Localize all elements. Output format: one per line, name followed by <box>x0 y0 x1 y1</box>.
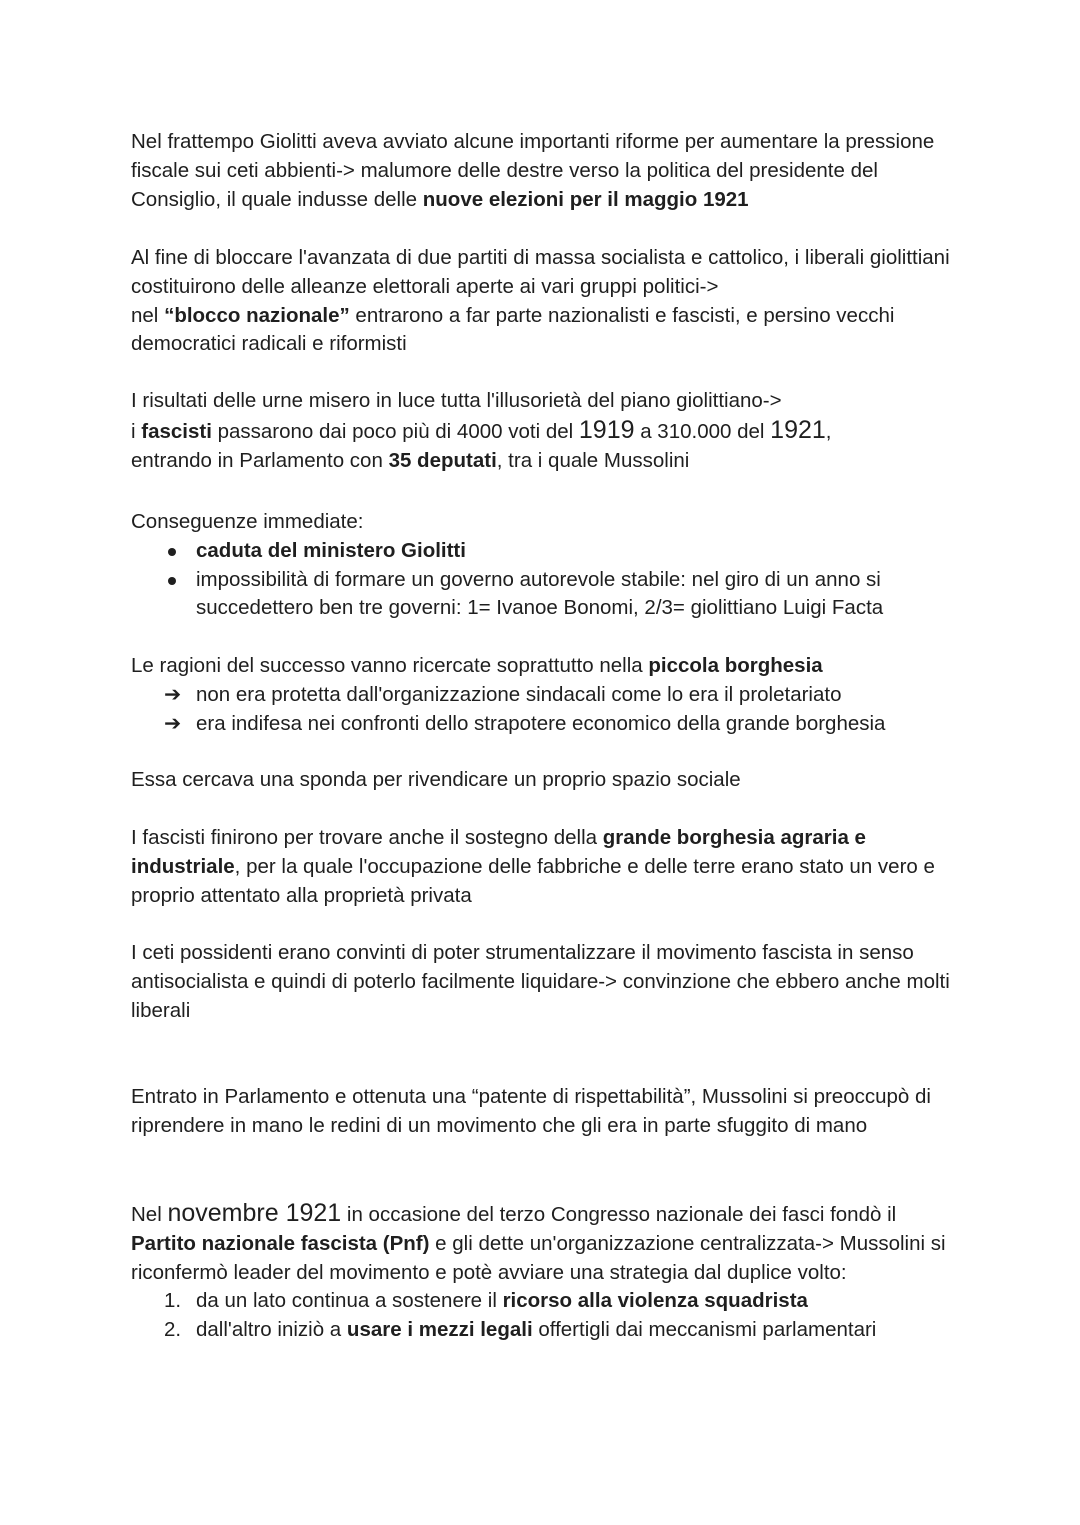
date-text: novembre 1921 <box>167 1199 342 1227</box>
list-item <box>131 1316 961 1345</box>
bold-text: nuove elezioni per il maggio 1921 <box>422 187 749 211</box>
bullet-list <box>131 537 961 623</box>
text: entrarono a far parte nazionalisti e fascisti, e persino vecchi democratici radicali e riformisti <box>131 303 895 356</box>
text: dall'altro iniziò a <box>196 1318 347 1342</box>
section-conseguenze <box>131 508 961 623</box>
text: i <box>131 419 142 443</box>
bullet-icon <box>168 548 176 556</box>
text: I fascisti finirono per trovare anche il sostegno della <box>131 826 603 849</box>
text: , <box>825 419 832 443</box>
arrow-icon: ➔ <box>164 682 182 706</box>
paragraph-mussolini-parlamento: Entrato in Parlamento e ottenuta una “patente di rispettabilità”, Mussolini si preoccupò di riprendere in mano le redini di un movimento che gli era in parte sfuggito di mano <box>131 1085 931 1137</box>
text: Al fine di bloccare l'avanzata di due partiti di massa socialista e cattolico, i liberali giolittiani costituirono delle alleanze elettorali aperte ai vari gruppi politici-> <box>131 246 950 298</box>
list-number: 2. <box>164 1318 182 1342</box>
bold-text: fascisti <box>141 419 212 443</box>
text: Nel <box>131 1203 168 1226</box>
bold-text: Partito nazionale fascista (Pnf) <box>131 1231 430 1255</box>
text: e gli dette un'organizzazione centralizzata-> Mussolini si riconfermò leader del movimento e potè avviare una strategia dal duplice volto: <box>131 1231 946 1284</box>
text: I risultati delle urne misero in luce tutta l'illusorietà del piano giolittiano-> <box>131 389 782 412</box>
text: in occasione del terzo Congresso nazionale dei fasci fondò il <box>341 1203 897 1226</box>
paragraph-blocco-nazionale <box>131 244 961 359</box>
text: impossibilità di formare un governo autorevole stabile: nel giro di un anno si succedettero ben tre governi: 1= Ivanoe Bonomi, 2/3= giolittiano Luigi Facta <box>196 567 884 620</box>
list-item <box>131 710 961 739</box>
text: nel <box>131 303 165 327</box>
bold-text: caduta del ministero Giolitti <box>196 538 466 562</box>
text: , per la quale l'occupazione delle fabbriche e delle terre erano stato un vero e proprio attentato alla proprietà privata <box>131 854 935 907</box>
year-text: 1919 <box>578 415 635 444</box>
numbered-list <box>131 1287 961 1345</box>
paragraph-text <box>131 1199 961 1287</box>
text: offertigli dai meccanismi parlamentari <box>532 1318 877 1342</box>
list-item <box>131 1287 961 1316</box>
section-heading: Conseguenze immediate: <box>131 510 364 533</box>
arrow-list <box>131 681 961 739</box>
text: , tra i quale Mussolini <box>496 448 690 472</box>
section-piccola-borghesia <box>131 652 961 738</box>
text: a 310.000 del <box>634 419 771 443</box>
paragraph-risultati-elezioni <box>131 387 961 475</box>
bold-text: piccola borghesia <box>648 654 823 677</box>
list-number: 1. <box>164 1289 182 1313</box>
text: non era protetta dall'organizzazione sindacali come lo era il proletariato <box>196 682 842 706</box>
paragraph-riforme-giolitti <box>131 128 961 214</box>
paragraph-sponda: Essa cercava una sponda per rivendicare un proprio spazio sociale <box>131 768 741 791</box>
text: passarono dai poco più di 4000 voti del <box>211 419 579 443</box>
list-item <box>131 537 961 566</box>
paragraph-text <box>131 652 961 681</box>
section-pnf <box>131 1199 961 1345</box>
text: Nel frattempo Giolitti aveva avviato alcune importanti riforme per aumentare la pressione fiscale sui ceti abbienti-> malumore delle destre verso la politica del presidente del Consiglio, il quale indusse delle <box>131 130 935 211</box>
text: da un lato continua a sostenere il <box>196 1289 503 1313</box>
bold-text: 35 deputati <box>388 448 497 472</box>
text: entrando in Parlamento con <box>131 448 389 472</box>
bold-text: “blocco nazionale” <box>164 303 350 327</box>
bold-text: usare i mezzi legali <box>346 1318 533 1342</box>
bold-text: ricorso alla violenza squadrista <box>502 1289 808 1313</box>
year-text: 1921 <box>770 415 826 444</box>
list-item <box>131 566 961 624</box>
text: era indifesa nei confronti dello strapotere economico della grande borghesia <box>196 711 886 735</box>
bold-text: grande borghesia agraria e industriale <box>131 826 866 878</box>
paragraph-grande-borghesia <box>131 824 961 910</box>
arrow-icon: ➔ <box>164 711 182 735</box>
list-item <box>131 681 961 710</box>
text: Le ragioni del successo vanno ricercate soprattutto nella <box>131 654 649 677</box>
bullet-icon <box>168 577 176 585</box>
paragraph-ceti-possidenti: I ceti possidenti erano convinti di poter strumentalizzare il movimento fascista in senso antisocialista e quindi di poterlo facilmente liquidare-> convinzione che ebbero anche molti liberali <box>131 941 950 1022</box>
